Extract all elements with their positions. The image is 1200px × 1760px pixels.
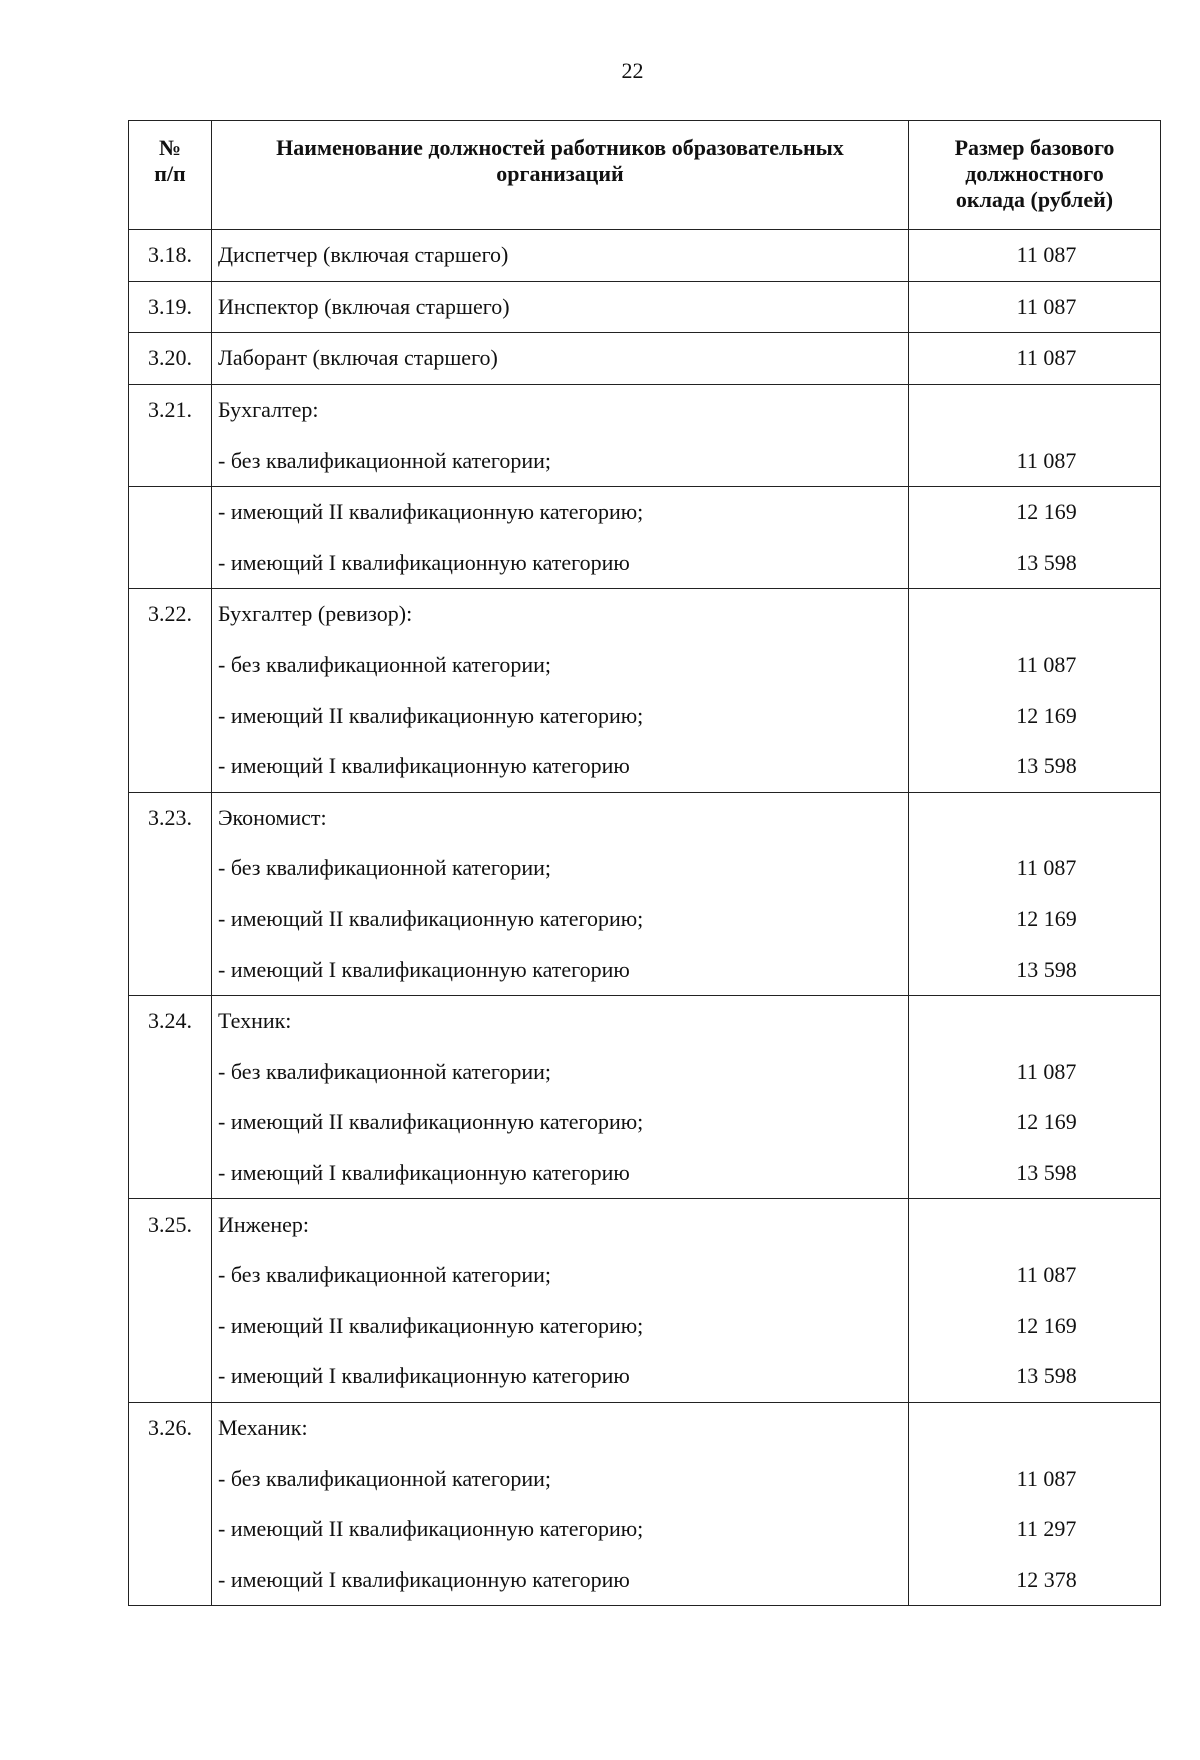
salary-value: 12 169 [909, 486, 1161, 537]
salary-value: 11 087 [909, 1250, 1161, 1301]
salary-value: 11 087 [909, 1047, 1161, 1098]
row-number [129, 435, 212, 486]
header-name-line: организаций [496, 161, 624, 186]
row-number: 3.23. [129, 792, 212, 843]
position-name: - без квалификационной категории; [212, 640, 909, 691]
salary-value: 12 169 [909, 894, 1161, 945]
header-name [212, 121, 909, 230]
position-name: - имеющий II квалификационную категорию; [212, 894, 909, 945]
position-name: - имеющий II квалификационную категорию; [212, 1300, 909, 1351]
salary-value: 12 169 [909, 690, 1161, 741]
salary-value: 13 598 [909, 741, 1161, 792]
position-name: Диспетчер (включая старшего) [212, 230, 909, 282]
table-row [129, 944, 1161, 995]
position-name: - имеющий I квалификационную категорию [212, 1554, 909, 1605]
row-number [129, 538, 212, 589]
position-name: - имеющий II квалификационную категорию; [212, 1504, 909, 1555]
salary-value: 11 087 [909, 1453, 1161, 1504]
row-number: 3.18. [129, 230, 212, 282]
row-number [129, 1300, 212, 1351]
salary-value: 11 087 [909, 230, 1161, 282]
position-name: - имеющий II квалификационную категорию; [212, 1097, 909, 1148]
position-name: - без квалификационной категории; [212, 1453, 909, 1504]
salary-value: 11 087 [909, 435, 1161, 486]
header-num-line: № [158, 135, 182, 160]
table-row [129, 1047, 1161, 1098]
position-name: - имеющий I квалификационную категорию [212, 741, 909, 792]
table-row [129, 486, 1161, 537]
row-number [129, 843, 212, 894]
salary-value: 11 087 [909, 843, 1161, 894]
position-name: Бухгалтер: [212, 384, 909, 435]
header-name-line: Наименование должностей работников образовательных [276, 135, 844, 160]
table-body [129, 230, 1161, 1606]
row-number: 3.20. [129, 333, 212, 385]
salary-value [909, 1199, 1161, 1250]
position-name: Механик: [212, 1402, 909, 1453]
header-salary-line: оклада (рублей) [955, 187, 1114, 212]
table-row [129, 384, 1161, 435]
table-row [129, 1504, 1161, 1555]
table-row [129, 589, 1161, 640]
header-salary [909, 121, 1161, 230]
page-number: 22 [621, 58, 644, 83]
position-name: - без квалификационной категории; [212, 843, 909, 894]
table-row [129, 1148, 1161, 1199]
position-name: - имеющий I квалификационную категорию [212, 538, 909, 589]
row-number [129, 1453, 212, 1504]
table-row [129, 1554, 1161, 1605]
salary-table [128, 120, 1161, 1606]
salary-value: 12 169 [909, 1300, 1161, 1351]
table-row [129, 1199, 1161, 1250]
salary-value [909, 995, 1161, 1046]
row-number [129, 1504, 212, 1555]
salary-value: 13 598 [909, 1351, 1161, 1402]
position-name: Инженер: [212, 1199, 909, 1250]
header-num [129, 121, 212, 230]
table-row [129, 281, 1161, 333]
table-row [129, 995, 1161, 1046]
position-name: - имеющий II квалификационную категорию; [212, 486, 909, 537]
table-row [129, 1402, 1161, 1453]
row-number [129, 1250, 212, 1301]
row-number [129, 640, 212, 691]
row-number [129, 944, 212, 995]
table-row [129, 792, 1161, 843]
salary-value: 11 087 [909, 333, 1161, 385]
table-row [129, 435, 1161, 486]
row-number: 3.22. [129, 589, 212, 640]
position-name: Бухгалтер (ревизор): [212, 589, 909, 640]
salary-value: 13 598 [909, 1148, 1161, 1199]
row-number [129, 1047, 212, 1098]
salary-value: 12 169 [909, 1097, 1161, 1148]
salary-value [909, 589, 1161, 640]
row-number [129, 1097, 212, 1148]
salary-value [909, 1402, 1161, 1453]
table-row [129, 843, 1161, 894]
position-name: - имеющий I квалификационную категорию [212, 944, 909, 995]
table-row [129, 538, 1161, 589]
table-row [129, 640, 1161, 691]
row-number [129, 690, 212, 741]
position-name: Экономист: [212, 792, 909, 843]
row-number [129, 1351, 212, 1402]
table-row [129, 690, 1161, 741]
table-row [129, 1300, 1161, 1351]
table-row [129, 1351, 1161, 1402]
row-number: 3.21. [129, 384, 212, 435]
header-row [129, 121, 1161, 230]
salary-value [909, 792, 1161, 843]
row-number [129, 486, 212, 537]
header-salary-line: Размер базового [954, 135, 1115, 160]
row-number: 3.26. [129, 1402, 212, 1453]
position-name: - имеющий II квалификационную категорию; [212, 690, 909, 741]
header-salary-line: должностного [965, 161, 1104, 186]
row-number [129, 1148, 212, 1199]
table-row [129, 333, 1161, 385]
position-name: - имеющий I квалификационную категорию [212, 1351, 909, 1402]
salary-value: 13 598 [909, 944, 1161, 995]
position-name: Инспектор (включая старшего) [212, 281, 909, 333]
row-number [129, 741, 212, 792]
row-number: 3.24. [129, 995, 212, 1046]
row-number: 3.25. [129, 1199, 212, 1250]
salary-value: 12 378 [909, 1554, 1161, 1605]
table-row [129, 1097, 1161, 1148]
header-num-line: п/п [154, 161, 186, 186]
position-name: - без квалификационной категории; [212, 435, 909, 486]
position-name: Лаборант (включая старшего) [212, 333, 909, 385]
position-name: - без квалификационной категории; [212, 1047, 909, 1098]
position-name: Техник: [212, 995, 909, 1046]
position-name: - без квалификационной категории; [212, 1250, 909, 1301]
salary-value: 13 598 [909, 538, 1161, 589]
table-row [129, 1250, 1161, 1301]
table-row [129, 230, 1161, 282]
table-row [129, 894, 1161, 945]
row-number [129, 1554, 212, 1605]
table-header [129, 121, 1161, 230]
table-row [129, 741, 1161, 792]
table-row [129, 1453, 1161, 1504]
position-name: - имеющий I квалификационную категорию [212, 1148, 909, 1199]
row-number [129, 894, 212, 945]
salary-value: 11 087 [909, 640, 1161, 691]
row-number: 3.19. [129, 281, 212, 333]
salary-value [909, 384, 1161, 435]
salary-value: 11 087 [909, 281, 1161, 333]
salary-value: 11 297 [909, 1504, 1161, 1555]
